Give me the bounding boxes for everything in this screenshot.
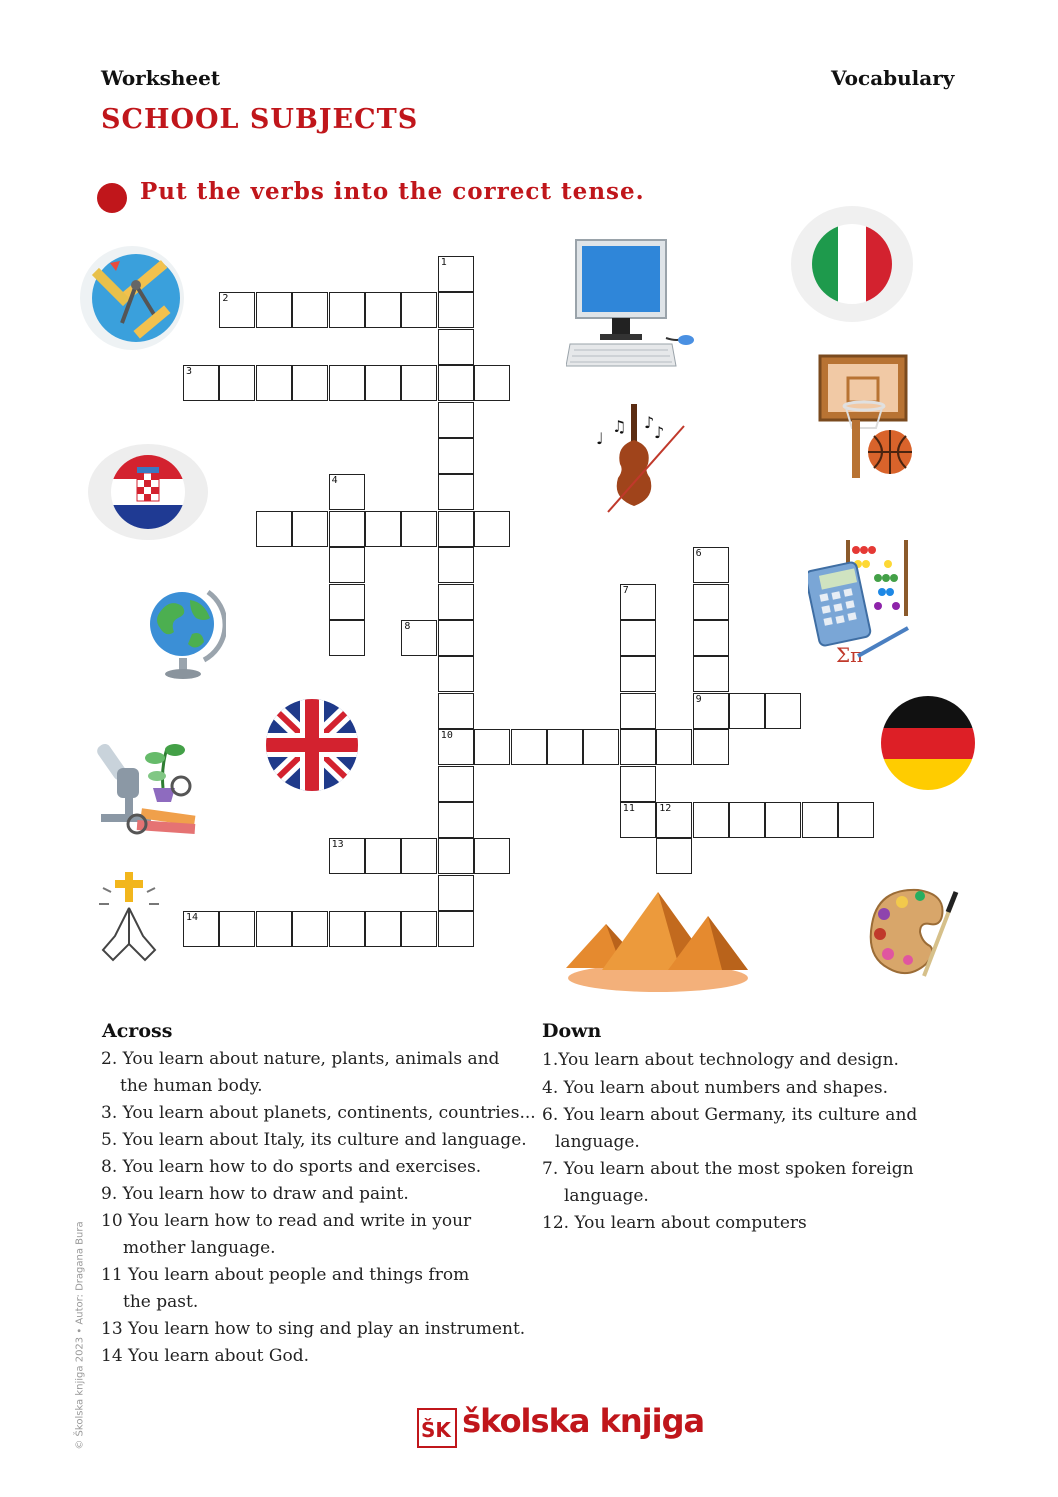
across-clue: the past. [123, 1292, 199, 1312]
uk-flag-icon [263, 698, 361, 792]
croatian-flag-icon [87, 443, 209, 541]
down-clue: 1.You learn about technology and design. [542, 1050, 899, 1070]
crossword-cell[interactable] [438, 438, 474, 474]
worksheet-label: Worksheet [101, 66, 221, 90]
clue-number: 6 [695, 548, 702, 560]
crossword-cell[interactable] [547, 729, 583, 765]
basketball-hoop-icon [818, 354, 916, 480]
crossword-cell[interactable] [365, 911, 401, 947]
crossword-cell[interactable] [438, 584, 474, 620]
copyright-credit: © Školska knjiga 2023 • Autor: Dragana Bura [74, 1221, 86, 1450]
down-clue: 4. You learn about numbers and shapes. [542, 1078, 888, 1098]
across-clue: mother language. [123, 1238, 276, 1258]
microscope-plant-icon [97, 728, 203, 840]
crossword-cell[interactable] [583, 729, 619, 765]
crossword-cell[interactable] [438, 802, 474, 838]
crossword-cell[interactable] [256, 292, 292, 328]
crossword-cell[interactable] [438, 329, 474, 365]
crossword-cell[interactable] [329, 365, 365, 401]
crossword-cell[interactable] [474, 511, 510, 547]
italian-flag-icon [790, 205, 914, 323]
crossword-cell[interactable] [729, 693, 765, 729]
crossword-cell[interactable] [438, 547, 474, 583]
crossword-cell[interactable] [438, 365, 474, 401]
clue-number: 11 [622, 803, 635, 814]
calculator-abacus-icon [808, 536, 912, 668]
clue-number: 9 [695, 693, 702, 705]
pyramids-icon [562, 888, 752, 998]
across-clue: 8. You learn how to do sports and exercises. [101, 1157, 482, 1177]
german-flag-icon [880, 695, 976, 791]
crossword-cell[interactable] [365, 365, 401, 401]
publisher-name: školska knjiga [462, 1402, 705, 1440]
clue-number: 14 [186, 912, 199, 924]
crossword-cell[interactable] [620, 693, 656, 729]
crossword-cell[interactable] [292, 911, 328, 947]
crossword-cell[interactable] [693, 729, 729, 765]
crossword-cell[interactable] [329, 584, 365, 620]
instruction: Put the verbs into the correct tense. [140, 178, 645, 205]
globe-icon [146, 582, 226, 680]
page-title: SCHOOL SUBJECTS [101, 104, 419, 135]
crossword-cell[interactable] [765, 802, 801, 838]
svg-text:♫: ♫ [612, 417, 627, 436]
crossword-cell[interactable] [256, 911, 292, 947]
down-clue: 7. You learn about the most spoken foreign [542, 1159, 914, 1179]
crossword-cell[interactable] [620, 656, 656, 692]
crossword-cell[interactable] [401, 292, 437, 328]
crossword-cell[interactable] [219, 365, 255, 401]
across-clue: 13 You learn how to sing and play an instrument. [101, 1319, 526, 1339]
crossword-cell[interactable] [693, 656, 729, 692]
crossword-cell[interactable] [438, 474, 474, 510]
crossword-cell[interactable] [438, 693, 474, 729]
across-clue: 11 You learn about people and things from [101, 1265, 470, 1285]
clue-number: 4 [331, 475, 338, 487]
crossword-cell[interactable] [329, 511, 365, 547]
crossword-cell[interactable] [802, 802, 838, 838]
crossword-cell[interactable] [474, 365, 510, 401]
crossword-cell[interactable] [438, 620, 474, 656]
down-clue: language. [564, 1186, 649, 1206]
crossword-cell[interactable] [365, 838, 401, 874]
across-clue: 3. You learn about planets, continents, countries... [101, 1103, 536, 1123]
crossword-cell[interactable] [656, 729, 692, 765]
across-clue: 5. You learn about Italy, its culture and language. [101, 1130, 527, 1150]
publisher-logo [417, 1402, 704, 1448]
crossword-cell[interactable] [329, 620, 365, 656]
crossword-cell[interactable] [256, 365, 292, 401]
crossword-cell[interactable] [329, 911, 365, 947]
crossword-cell[interactable] [365, 511, 401, 547]
crossword-cell[interactable] [292, 511, 328, 547]
publisher-mark-icon [417, 1408, 457, 1448]
svg-text:♩: ♩ [596, 429, 604, 448]
crossword-cell[interactable] [438, 911, 474, 947]
across-clue: 10 You learn how to read and write in your [101, 1211, 472, 1231]
crossword-cell[interactable] [438, 838, 474, 874]
crossword-cell[interactable] [729, 802, 765, 838]
clue-number: 13 [331, 839, 344, 851]
svg-text:♪: ♪ [654, 423, 665, 442]
crossword-cell[interactable] [620, 729, 656, 765]
svg-text:♪: ♪ [644, 413, 655, 432]
crossword-cell[interactable] [620, 766, 656, 802]
crossword-cell[interactable] [401, 365, 437, 401]
across-clue: 14 You learn about God. [101, 1346, 310, 1366]
crossword-cell[interactable] [620, 620, 656, 656]
across-clue: 9. You learn how to draw and paint. [101, 1184, 409, 1204]
crossword-cell[interactable] [438, 402, 474, 438]
geometry-tools-icon [76, 245, 186, 350]
crossword-cell[interactable] [401, 838, 437, 874]
crossword-cell[interactable] [838, 802, 874, 838]
down-clue: 12. You learn about computers [542, 1213, 807, 1233]
crossword-cell[interactable] [438, 292, 474, 328]
crossword-cell[interactable] [438, 875, 474, 911]
across-heading: Across [102, 1020, 173, 1042]
crossword-cell[interactable] [401, 911, 437, 947]
crossword-cell[interactable] [693, 584, 729, 620]
crossword-cell[interactable] [219, 911, 255, 947]
clue-number: 7 [622, 584, 629, 596]
computer-icon [566, 238, 696, 370]
crossword-cell[interactable] [438, 766, 474, 802]
crossword-cell[interactable] [765, 693, 801, 729]
crossword-cell[interactable] [329, 292, 365, 328]
clue-number: 3 [186, 366, 193, 378]
crossword-cell[interactable] [511, 729, 547, 765]
crossword-cell[interactable] [693, 802, 729, 838]
crossword-cell[interactable] [256, 511, 292, 547]
crossword-cell[interactable] [292, 365, 328, 401]
crossword-cell[interactable] [401, 511, 437, 547]
svg-text:Σπ: Σπ [836, 643, 864, 667]
crossword-cell[interactable] [292, 292, 328, 328]
clue-number: 10 [440, 730, 453, 742]
down-clue: language. [555, 1132, 640, 1152]
crossword-cell[interactable] [474, 838, 510, 874]
down-heading: Down [542, 1020, 602, 1042]
crossword-cell[interactable] [474, 729, 510, 765]
clue-number: 8 [404, 621, 411, 632]
across-clue: the human body. [120, 1076, 263, 1096]
clue-number: 2 [222, 293, 229, 305]
clue-number: 1 [440, 257, 447, 268]
crossword-cell[interactable] [656, 838, 692, 874]
publisher-mark-text: ŠK [421, 1417, 451, 1442]
clue-number: 12 [659, 803, 672, 814]
crossword-cell[interactable] [693, 620, 729, 656]
violin-icon [594, 400, 688, 516]
crossword-cell[interactable] [438, 656, 474, 692]
vocabulary-label: Vocabulary [831, 66, 955, 90]
paint-palette-icon [862, 884, 960, 982]
crossword-cell[interactable] [329, 547, 365, 583]
crossword-cell[interactable] [365, 292, 401, 328]
down-clue: 6. You learn about Germany, its culture and [542, 1105, 918, 1125]
praying-hands-icon [97, 868, 163, 964]
across-clue: 2. You learn about nature, plants, animals and [101, 1049, 500, 1069]
crossword-cell[interactable] [438, 511, 474, 547]
